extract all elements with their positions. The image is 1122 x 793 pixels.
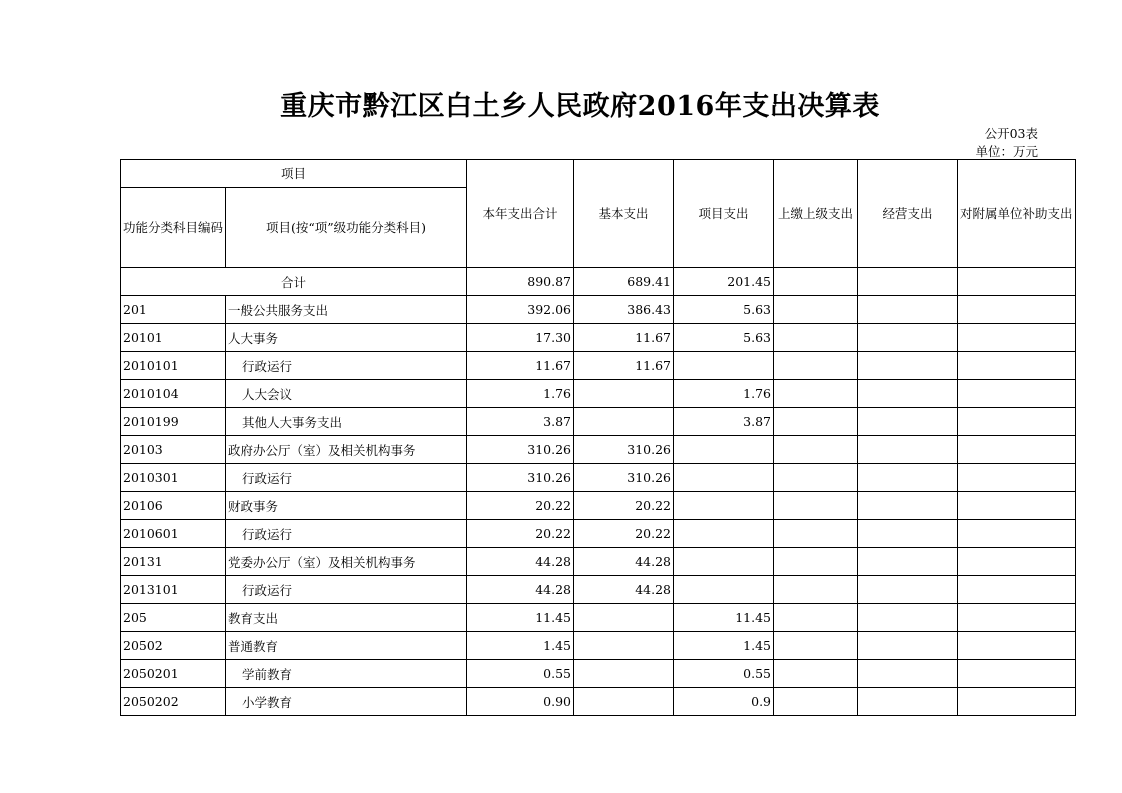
row-upper	[774, 464, 858, 492]
row-project: 0.55	[674, 660, 774, 688]
row-basic: 20.22	[574, 520, 674, 548]
row-name: 其他人大事务支出	[226, 408, 467, 436]
row-total: 17.30	[467, 324, 574, 352]
row-name: 人大会议	[226, 380, 467, 408]
row-name: 学前教育	[226, 660, 467, 688]
row-subsidy	[958, 352, 1076, 380]
row-project: 1.45	[674, 632, 774, 660]
row-project: 5.63	[674, 324, 774, 352]
row-total: 11.45	[467, 604, 574, 632]
row-project: 1.76	[674, 380, 774, 408]
table-row	[121, 352, 1076, 380]
table-row	[121, 660, 1076, 688]
row-total: 1.45	[467, 632, 574, 660]
row-basic: 310.26	[574, 436, 674, 464]
total-row	[121, 268, 1076, 296]
row-business	[858, 632, 958, 660]
row-total: 44.28	[467, 548, 574, 576]
row-project: 5.63	[674, 296, 774, 324]
expenditure-table	[120, 159, 1076, 716]
row-basic	[574, 604, 674, 632]
row-code: 205	[121, 604, 226, 632]
row-code: 20502	[121, 632, 226, 660]
row-subsidy	[958, 464, 1076, 492]
row-total: 0.90	[467, 688, 574, 716]
table-row	[121, 464, 1076, 492]
row-code: 2010101	[121, 352, 226, 380]
row-code: 20101	[121, 324, 226, 352]
row-subsidy	[958, 548, 1076, 576]
row-basic	[574, 660, 674, 688]
row-business	[858, 324, 958, 352]
row-code: 2050201	[121, 660, 226, 688]
row-upper	[774, 352, 858, 380]
row-name: 行政运行	[226, 352, 467, 380]
row-business	[858, 464, 958, 492]
row-upper	[774, 380, 858, 408]
row-project	[674, 352, 774, 380]
row-business	[858, 352, 958, 380]
row-upper	[774, 492, 858, 520]
table-row	[121, 492, 1076, 520]
table-row	[121, 632, 1076, 660]
table-row	[121, 604, 1076, 632]
row-code: 2010301	[121, 464, 226, 492]
row-name: 行政运行	[226, 464, 467, 492]
row-business	[858, 604, 958, 632]
table-row	[121, 436, 1076, 464]
total-upper	[774, 268, 858, 296]
table-row	[121, 380, 1076, 408]
row-total: 1.76	[467, 380, 574, 408]
row-subsidy	[958, 520, 1076, 548]
total-basic: 689.41	[574, 268, 674, 296]
row-subsidy	[958, 576, 1076, 604]
row-business	[858, 548, 958, 576]
row-basic: 44.28	[574, 548, 674, 576]
row-code: 201	[121, 296, 226, 324]
header-subsidy: 对附属单位补助支出	[958, 160, 1076, 268]
row-total: 11.67	[467, 352, 574, 380]
row-basic: 20.22	[574, 492, 674, 520]
row-total: 392.06	[467, 296, 574, 324]
row-project: 3.87	[674, 408, 774, 436]
row-basic	[574, 408, 674, 436]
table-row	[121, 408, 1076, 436]
form-code: 公开03表	[984, 126, 1038, 141]
row-name: 人大事务	[226, 324, 467, 352]
row-subsidy	[958, 408, 1076, 436]
row-code: 2013101	[121, 576, 226, 604]
row-name: 财政事务	[226, 492, 467, 520]
row-basic: 44.28	[574, 576, 674, 604]
header-business: 经营支出	[858, 160, 958, 268]
row-subsidy	[958, 296, 1076, 324]
row-code: 2010601	[121, 520, 226, 548]
row-name: 小学教育	[226, 688, 467, 716]
header-item-name: 项目(按“项”级功能分类科目)	[226, 188, 467, 268]
header-project-expense: 项目支出	[674, 160, 774, 268]
page-title: 重庆市黔江区白土乡人民政府2016年支出决算表	[280, 91, 880, 122]
total-label: 合计	[121, 268, 467, 296]
table-row	[121, 324, 1076, 352]
row-code: 20131	[121, 548, 226, 576]
row-total: 310.26	[467, 464, 574, 492]
table-row	[121, 548, 1076, 576]
row-business	[858, 576, 958, 604]
row-business	[858, 380, 958, 408]
row-upper	[774, 408, 858, 436]
row-code: 2050202	[121, 688, 226, 716]
row-name: 政府办公厅（室）及相关机构事务	[226, 436, 467, 464]
row-subsidy	[958, 324, 1076, 352]
row-code: 2010104	[121, 380, 226, 408]
table-row	[121, 296, 1076, 324]
table-row	[121, 688, 1076, 716]
row-code: 2010199	[121, 408, 226, 436]
row-project	[674, 576, 774, 604]
unit-label: 单位：万元	[975, 144, 1038, 159]
header-basic: 基本支出	[574, 160, 674, 268]
row-business	[858, 296, 958, 324]
header-func-code: 功能分类科目编码	[121, 188, 226, 268]
row-code: 20106	[121, 492, 226, 520]
row-name: 一般公共服务支出	[226, 296, 467, 324]
row-name: 行政运行	[226, 576, 467, 604]
row-basic	[574, 380, 674, 408]
row-code: 20103	[121, 436, 226, 464]
row-business	[858, 492, 958, 520]
row-subsidy	[958, 436, 1076, 464]
row-basic	[574, 688, 674, 716]
row-total: 0.55	[467, 660, 574, 688]
total-subsidy	[958, 268, 1076, 296]
row-business	[858, 436, 958, 464]
row-subsidy	[958, 492, 1076, 520]
row-name: 普通教育	[226, 632, 467, 660]
row-subsidy	[958, 380, 1076, 408]
header-upper: 上缴上级支出	[774, 160, 858, 268]
row-business	[858, 660, 958, 688]
row-business	[858, 408, 958, 436]
table-row	[121, 520, 1076, 548]
row-upper	[774, 520, 858, 548]
table-row	[121, 576, 1076, 604]
row-project	[674, 492, 774, 520]
row-upper	[774, 576, 858, 604]
row-subsidy	[958, 604, 1076, 632]
row-name: 党委办公厅（室）及相关机构事务	[226, 548, 467, 576]
row-upper	[774, 688, 858, 716]
row-upper	[774, 604, 858, 632]
total-sum: 890.87	[467, 268, 574, 296]
row-total: 20.22	[467, 520, 574, 548]
row-subsidy	[958, 688, 1076, 716]
row-project	[674, 436, 774, 464]
row-project	[674, 520, 774, 548]
total-project: 201.45	[674, 268, 774, 296]
row-basic: 11.67	[574, 324, 674, 352]
row-total: 20.22	[467, 492, 574, 520]
row-upper	[774, 632, 858, 660]
row-name: 教育支出	[226, 604, 467, 632]
row-basic: 310.26	[574, 464, 674, 492]
row-subsidy	[958, 632, 1076, 660]
row-upper	[774, 548, 858, 576]
row-project	[674, 548, 774, 576]
row-subsidy	[958, 660, 1076, 688]
row-business	[858, 688, 958, 716]
row-upper	[774, 324, 858, 352]
row-business	[858, 520, 958, 548]
row-total: 44.28	[467, 576, 574, 604]
row-name: 行政运行	[226, 520, 467, 548]
row-total: 3.87	[467, 408, 574, 436]
row-basic: 386.43	[574, 296, 674, 324]
row-basic	[574, 632, 674, 660]
header-total: 本年支出合计	[467, 160, 574, 268]
row-upper	[774, 660, 858, 688]
row-upper	[774, 296, 858, 324]
row-project: 11.45	[674, 604, 774, 632]
total-business	[858, 268, 958, 296]
row-upper	[774, 436, 858, 464]
header-project: 项目	[121, 160, 467, 188]
row-project: 0.9	[674, 688, 774, 716]
row-project	[674, 464, 774, 492]
row-total: 310.26	[467, 436, 574, 464]
row-basic: 11.67	[574, 352, 674, 380]
